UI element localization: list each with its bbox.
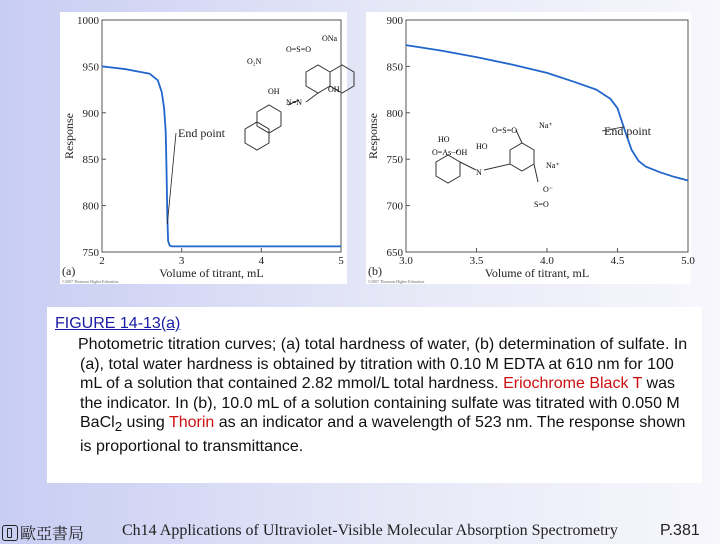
caption-part-2: was the indicator. In (b), 10.0 mL of a solution containing sulfate was titrated with 0.050 M BaCl [80,375,680,432]
molecule-a-nitro: O₂N [247,57,262,66]
molecule-b-sulfonate-top: O=S=O [492,126,518,135]
caption-part-3: using [122,414,169,432]
data-series-line [102,66,341,246]
molecule-b-arsonate-ho: HO [438,135,450,144]
page-number: P.381 [660,522,700,539]
molecule-b-na-top: Na⁺ [539,121,553,130]
publisher-logo [2,521,84,544]
y-tick-label: 700 [386,200,403,213]
titration-chart-b [366,12,695,284]
figure-caption-box [47,307,702,483]
molecule-b-ho: HO [476,142,488,151]
x-tick-label: 4 [258,255,265,267]
x-tick-label: 3.0 [399,255,413,267]
x-axis-label: Volume of titrant, mL [484,266,590,280]
x-tick-label: 4.0 [540,255,554,267]
x-tick-label: 2 [99,255,105,267]
caption-subscript: 2 [114,419,123,435]
x-axis-label: Volume of titrant, mL [159,266,264,280]
figure-title: FIGURE 14-13(a) [55,315,181,332]
molecule-b-arsonate: O=As−OH [432,148,468,157]
figure-caption [80,335,695,457]
chart-panel-b [366,12,695,284]
y-tick-label: 800 [82,200,99,213]
publisher-logo-icon [2,525,18,541]
x-tick-label: 3 [178,255,185,267]
end-point-annotation: End point [604,124,651,138]
y-tick-label: 750 [386,154,403,167]
y-tick-label: 750 [82,247,99,259]
molecule-a-azo: N=N [286,98,303,107]
y-tick-label: 900 [82,107,99,120]
caption-part-4: as an indicator and a wavelength of 523 nm. The response shown is proportional to transmittance. [80,414,686,456]
molecule-b-sulfonate-bottom: S=O [534,200,549,209]
end-point-pointer [167,133,176,224]
y-tick-label: 1000 [77,15,99,27]
y-tick-label: 850 [386,61,403,74]
indicator-eriochrome-black-t: Eriochrome Black T [503,375,643,393]
copyright-text: ©2007 Thomson Higher Education [368,279,425,284]
molecule-a-oh-right: OH [328,85,340,94]
molecule-a-structure [245,65,354,150]
x-tick-label: 5 [338,255,344,267]
x-tick-label: 5.0 [681,255,695,267]
publisher-name: 歐亞書局 [20,524,85,543]
x-tick-label: 3.5 [469,255,484,267]
molecule-a-oh-left: OH [268,87,280,96]
y-axis-label: Response [366,113,380,159]
end-point-annotation: End point [178,126,225,140]
caption-part-1: Photometric titration curves; (a) total hardness of water, (b) determination of sulfate. In (a), total water hardness is obtained by titration with 0.10 M EDTA at 610 nm for 100 mL of a solution that contained 2.82 mmol/L total hardness. [78,336,688,393]
x-tick-label: 4.5 [610,255,625,267]
molecule-a-sulfonyl: O=S=O [286,45,312,54]
indicator-thorin: Thorin [168,414,215,432]
y-tick-label: 800 [386,107,403,120]
chart-panel-a [60,12,347,284]
copyright-text: ©2007 Thomson Higher Education [62,279,119,284]
titration-chart-a [60,12,347,284]
y-tick-label: 900 [386,15,403,27]
molecule-b-o-minus: O⁻ [543,185,553,194]
y-tick-label: 650 [386,247,403,259]
y-tick-label: 950 [82,61,99,74]
panel-label: (a) [62,264,76,278]
molecule-a-ona: ONa [322,34,338,43]
molecule-b-azo: N [476,168,482,177]
molecule-b-na-bottom: Na⁺ [546,161,560,170]
panel-label: (b) [368,264,382,278]
y-axis-label: Response [62,113,76,159]
y-tick-label: 850 [82,154,99,167]
footer-course-title: Ch14 Applications of Ultraviolet-Visible Molecular Absorption Spectrometry [122,522,618,539]
